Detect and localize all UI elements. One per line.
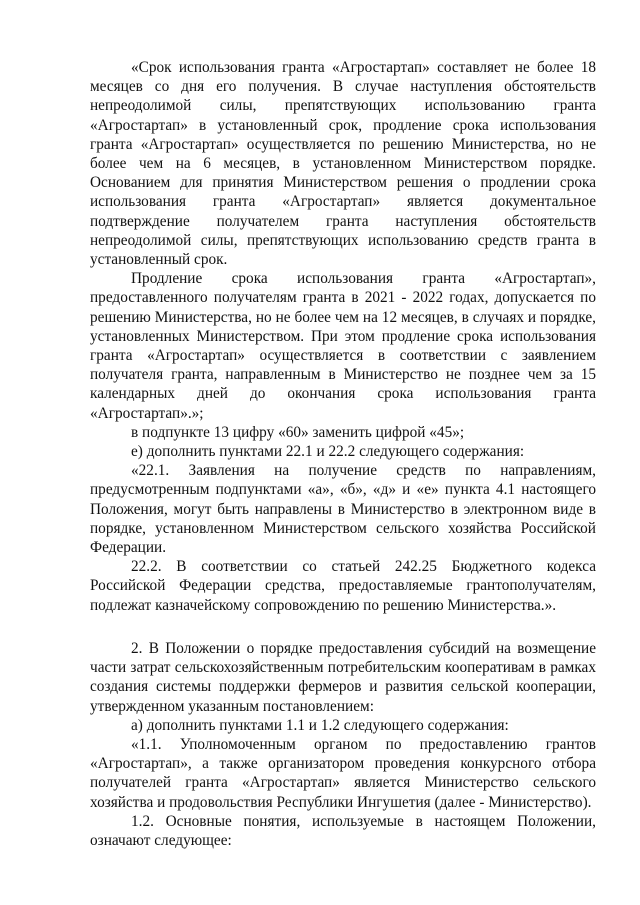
paragraph-item-e: е) дополнить пунктами 22.1 и 22.2 следующего содержания: bbox=[131, 443, 525, 461]
paragraph-section-2: 2. В Положении о порядке предоставления субсидий на возмещение части затрат сельскохозяйственным потребительским кооперативам в рамках создания системы поддержки фермеров и развития сельской кооперации, утвержденном указанным постановлением: bbox=[90, 639, 596, 715]
paragraph-grant-term: «Срок использования гранта «Агростартап» составляет не более 18 месяцев со дня его получения. В случае наступления обстоятельств непреодолимой силы, препятствующих использованию гранта «Агростартап» в установленный срок, продление срока использования гранта «Агростартап» осуществляется по решению Министерства, но не более чем на 6 месяцев, в установленном Министерством порядке. Основанием для принятия Министерством решения о продлении срока использования гранта «Агростартап» является документальное подтверждение получателем гранта наступления обстоятельств непреодолимой силы, препятствующих использованию средств гранта в установленный срок. bbox=[90, 59, 596, 269]
paragraph-subpoint-13: в подпункте 13 цифру «60» заменить цифрой «45»; bbox=[131, 423, 465, 441]
section-spacer bbox=[90, 615, 596, 639]
paragraph-22-1: «22.1. Заявления на получение средств по направлениям, предусмотренным подпунктами «а», «б», «д» и «е» пункта 4.1 настоящего Положения, могут быть направлены в Министерство в электронном виде в порядке, установленном Министерством сельского хозяйства Российской Федерации. bbox=[90, 462, 596, 557]
document-page bbox=[90, 58, 596, 850]
paragraph-1-2: 1.2. Основные понятия, используемые в настоящем Положении, означают следующее: bbox=[90, 812, 596, 849]
paragraph-item-a: а) дополнить пунктами 1.1 и 1.2 следующего содержания: bbox=[131, 716, 509, 734]
paragraph-grant-extension: Продление срока использования гранта «Агростартап», предоставленного получателям гранта в 2021 - 2022 годах, допускается по решению Министерства, но не более чем на 12 месяцев, в случаях и порядке, установленных Министерством. При этом продление срока использования гранта «Агростартап» осуществляется в соответствии с заявлением получателя гранта, направленным в Министерство не позднее чем за 15 календарных дней до окончания срока использования гранта «Агростартап».»; bbox=[90, 270, 596, 422]
paragraph-22-2: 22.2. В соответствии со статьей 242.25 Бюджетного кодекса Российской Федерации средства, предоставляемые грантополучателям, подлежат казначейскому сопровождению по решению Министерства.». bbox=[90, 558, 596, 614]
paragraph-1-1: «1.1. Уполномоченным органом по предоставлению грантов «Агростартап», а также организатором проведения конкурсного отбора получателей гранта «Агростартап» является Министерство сельского хозяйства и продовольствия Республики Ингушетия (далее - Министерство). bbox=[90, 735, 596, 811]
